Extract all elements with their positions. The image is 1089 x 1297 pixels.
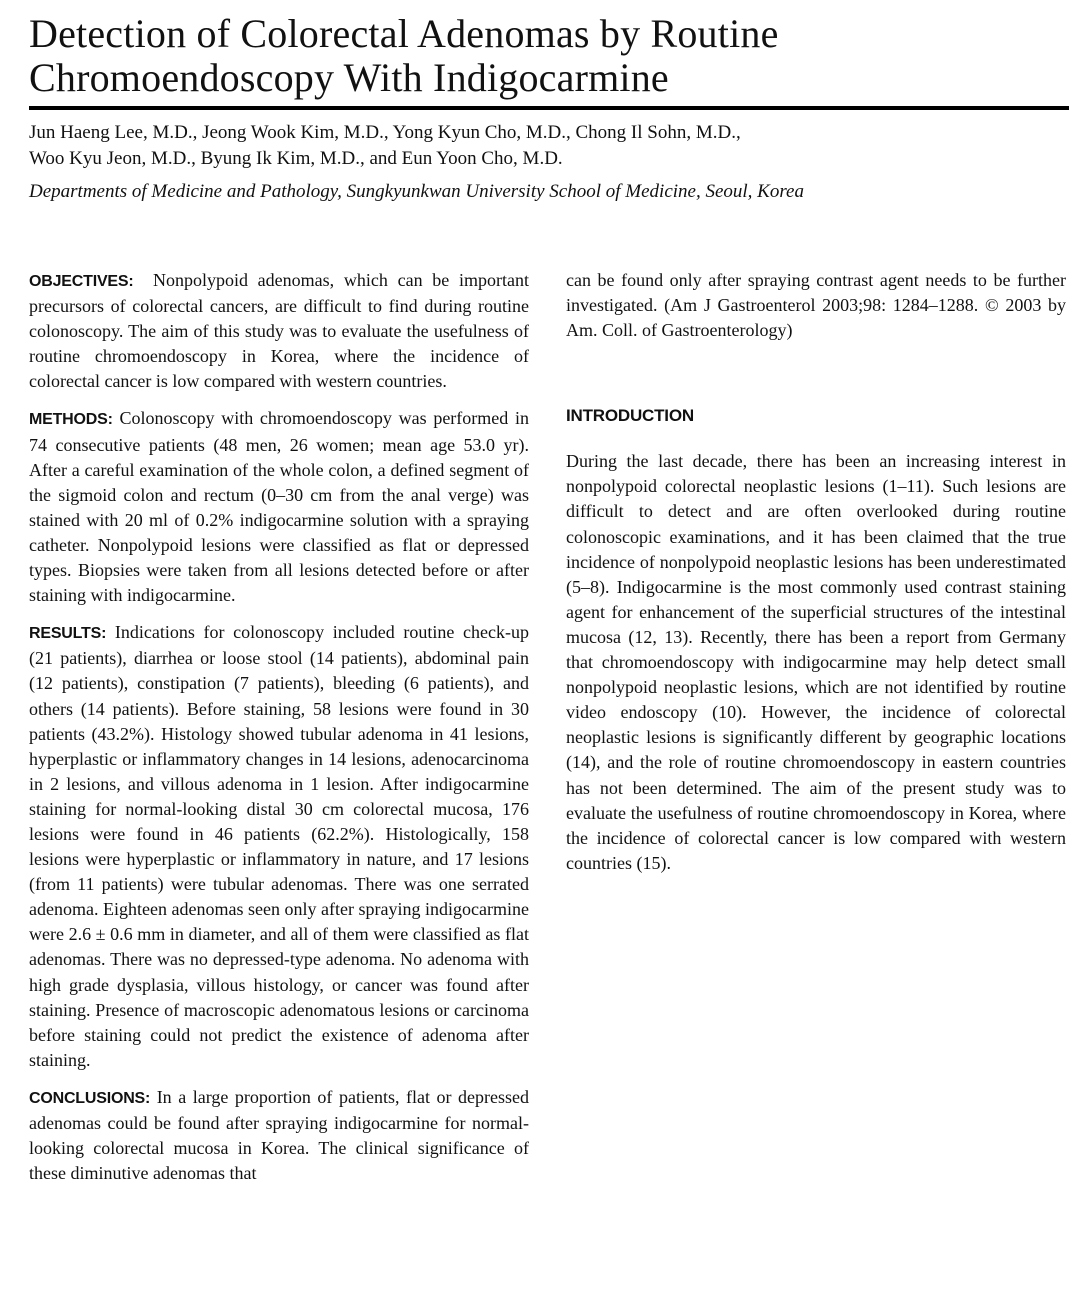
- introduction-paragraph: During the last decade, there has been an increasing interest in nonpolypoid colorectal neoplastic lesions (1–11). Such lesions are difficult to detect and are often overlooked during routine colonoscopic examinations, and it has been claimed that the true incidence of nonpolypoid neoplastic lesions has been underestimated (5–8). Indigocarmine is the most commonly used contrast staining agent for enhancement of the superficial structures of the intestinal mucosa (12, 13). Recently, there has been a report from Germany that chromoendoscopy with indigocarmine may help detect small nonpolypoid neoplastic lesions, which are not identified by routine video endoscopy (10). However, the incidence of colorectal neoplastic lesions is significantly different by geographic locations (14), and the role of routine chromoendoscopy in eastern countries has not been determined. The aim of the present study was to evaluate the usefulness of routine chromoendoscopy in Korea, where the incidence of colorectal cancer is low compared with western countries (15).: [566, 451, 1066, 873]
- author-line: Jun Haeng Lee, M.D., Jeong Wook Kim, M.D., Yong Kyun Cho, M.D., Chong Il Sohn, M.D.,: [29, 122, 741, 143]
- abstract-results: [29, 620, 529, 1073]
- abstract-column: [29, 268, 529, 1198]
- results-label: RESULTS:: [29, 625, 107, 643]
- objectives-label: OBJECTIVES:: [29, 273, 134, 290]
- article-title: Detection of Colorectal Adenomas by Routine Chromoendoscopy With Indigocarmine: [29, 11, 779, 100]
- objectives-text: Nonpolypoid adenomas, which can be important precursors of colorectal cancers, are difficult to find during routine colonoscopy. The aim of this study was to evaluate the usefulness of routine chromoendoscopy in Korea, where the incidence of colorectal cancer is low compared with western countries.: [29, 270, 529, 392]
- abstract-conclusions-continued: can be found only after spraying contrast agent needs to be further investigated. (Am J Gastroenterol 2003;98: 1284–1288. © 2003 by Am. Coll. of Gastroenterology): [566, 270, 1066, 341]
- right-column: [566, 268, 1066, 876]
- author-line: Woo Kyu Jeon, M.D., Byung Ik Kim, M.D., and Eun Yoon Cho, M.D.: [29, 148, 563, 169]
- affiliation: Departments of Medicine and Pathology, Sungkyunkwan University School of Medicine, Seoul, Korea: [29, 181, 804, 202]
- conclusions-text: In a large proportion of patients, flat or depressed adenomas could be found after spraying indigocarmine for normal-looking colorectal mucosa in Korea. The clinical significance of these diminutive adenomas that: [29, 1086, 529, 1184]
- introduction-heading: INTRODUCTION: [566, 406, 694, 426]
- author-list: [29, 120, 1069, 172]
- abstract-objectives: [29, 268, 529, 394]
- abstract-conclusions: [29, 1085, 529, 1186]
- results-text: Indications for colonoscopy included routine check-up (21 patients), diarrhea or loose stool (14 patients), abdominal pain (12 patients), constipation (7 patients), bleeding (6 patients), and others (14 patients). Before staining, 58 lesions were found in 30 patients (43.2%). Histology showed tubular adenoma in 41 lesions, hyperplastic or inflammatory changes in 14 lesions, adenocarcinoma in 2 lesions, and villous adenoma in 1 lesion. After indigocarmine staining for normal-looking distal 30 cm colorectal mucosa, 176 lesions were found in 46 patients (62.2%). Histologically, 158 lesions were hyperplastic or inflammatory in nature, and 17 lesions (from 11 patients) were tubular adenomas. There was one serrated adenoma. Eighteen adenomas seen only after spraying indigocarmine were 2.6 ± 0.6 mm in diameter, and all of them were classified as flat adenomas. There was no depressed-type adenoma. No adenoma with high grade dysplasia, villous histology, or cancer was found after staining. Presence of macroscopic adenomatous lesions or carcinoma before staining could not predict the existence of adenoma after staining.: [29, 622, 529, 1070]
- methods-label: METHODS:: [29, 411, 113, 429]
- conclusions-label: CONCLUSIONS:: [29, 1089, 151, 1107]
- methods-text: Colonoscopy with chromoendoscopy was performed in 74 consecutive patients (48 men, 26 women; mean age 53.0 yr). After a careful examination of the whole colon, a defined segment of the sigmoid colon and rectum (0–30 cm from the anal verge) was stained with 20 ml of 0.2% indigocarmine solution with a spraying catheter. Nonpolypoid lesions were classified as flat or depressed types. Biopsies were taken from all lesions detected before or after staining with indigocarmine.: [29, 408, 530, 606]
- abstract-methods: [29, 406, 529, 608]
- title-rule: [29, 106, 1069, 110]
